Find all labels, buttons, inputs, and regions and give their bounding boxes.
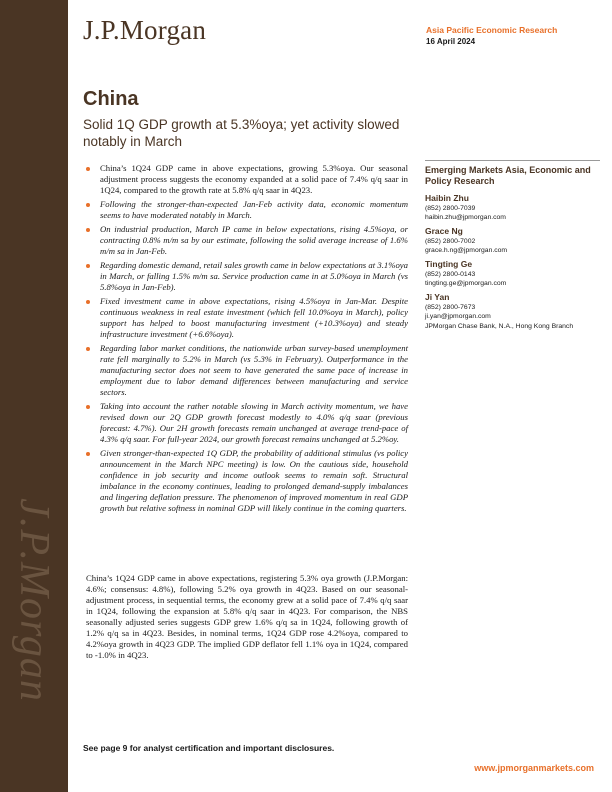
brand-watermark: J.P.Morgan <box>11 498 57 702</box>
key-points-list <box>86 163 408 517</box>
bullet-dot-icon <box>86 167 90 171</box>
analyst-phone: (852) 2800-7039 <box>425 205 476 212</box>
analyst-panel-divider <box>425 160 600 161</box>
analyst-card <box>425 292 600 321</box>
report-subtitle: Solid 1Q GDP growth at 5.3%oya; yet activity slowed notably in March <box>83 117 400 149</box>
key-point-text: Following the stronger-than-expected Jan-Feb activity data, economic momentum seems to have moderated notably in March. <box>100 199 408 220</box>
key-point-item <box>86 448 408 514</box>
analyst-email[interactable]: haibin.zhu@jpmorgan.com <box>425 214 506 221</box>
key-point-item <box>86 199 408 221</box>
analyst-phone: (852) 2800-7673 <box>425 304 476 311</box>
bullet-dot-icon <box>86 347 90 351</box>
analyst-phone: (852) 2800-7002 <box>425 238 476 245</box>
key-point-text: Given stronger-than-expected 1Q GDP, the probability of additional stimulus (vs policy announcement in the March NPC meeting) is low. On the cautious side, household confidence in job security and income outlook seems to remain soft. Structural imbalance in the economy continues, leading to prolonged demand-supply imbalances and lingering deflation pressure. The phenomenon of improved momentum in real GDP growth but relative softness in nominal GDP will likely continue in the coming quarters. <box>100 448 408 513</box>
analyst-name: Ji Yan <box>425 292 450 302</box>
brand-sidebar <box>0 0 68 792</box>
key-point-item <box>86 224 408 257</box>
analyst-name: Grace Ng <box>425 226 463 236</box>
analyst-phone: (852) 2800-0143 <box>425 271 476 278</box>
key-point-item <box>86 163 408 196</box>
key-point-text: On industrial production, March IP came in below expectations, rising 4.5%oya, or contracting 0.8% m/m sa by our estimate, following the solid average increase of 1.6% m/m sa in Jan-Feb. <box>100 224 408 256</box>
key-point-item <box>86 296 408 340</box>
analyst-name: Tingting Ge <box>425 259 473 269</box>
report-date: 16 April 2024 <box>426 37 476 46</box>
bullet-dot-icon <box>86 452 90 456</box>
body-paragraph: China’s 1Q24 GDP came in above expectations, registering 5.3% oya growth (J.P.Morgan: 4.6%; consensus: 4.8%), following 5.2% oya growth in 4Q23. Based on our seasonal-adjustment process, in sequential terms, the economy grew at a solid pace of 7.4% q/q saar in 1Q24, following the expansion at 5.8% q/q saar in 4Q23. For comparison, the NBS seasonally adjusted series suggests GDP grew 1.6% q/q sa in 1Q24, following growth of 1.2% q/q sa in 4Q23. Besides, in nominal terms, 1Q24 GDP rose 4.2%oya, compared to 4.2%oya growth in 4Q23 GDP. The implied GDP deflator fell 1.1% oya in 1Q24, compared to -1.0% in 4Q23. <box>86 573 408 660</box>
research-division: Asia Pacific Economic Research <box>426 25 558 35</box>
analyst-team-title: Emerging Markets Asia, Economic and Policy Research <box>425 165 591 186</box>
jpmorgan-logo: J.P.Morgan <box>83 15 207 45</box>
analyst-bank-entity: JPMorgan Chase Bank, N.A., Hong Kong Branch <box>425 323 574 330</box>
key-point-text: Taking into account the rather notable slowing in March activity momentum, we have revised down our 2Q GDP growth forecast modestly to 4.0% q/q saar (previous forecast: 4.7%). Our 2H growth forecasts remain unchanged at average trend-pace of 4.3% q/q saar. For full-year 2024, our growth forecast remains unchanged at 5.2%oy. <box>100 401 408 444</box>
analyst-name: Haibin Zhu <box>425 193 469 203</box>
report-header <box>426 25 557 46</box>
bullet-dot-icon <box>86 264 90 268</box>
analyst-panel <box>425 160 600 331</box>
analyst-card <box>425 226 600 255</box>
key-point-text: China’s 1Q24 GDP came in above expectations, growing 5.3%oya. Our seasonal adjustment process suggests the economy expanded at a solid pace of 7.4% q/q saar in 1Q24, compared to the growth rate at 5.8% q/q saar in 4Q23. <box>100 163 408 195</box>
analyst-card <box>425 259 600 288</box>
key-point-text: Fixed investment came in above expectations, rising 4.5%oya in Jan-Mar. Despite continuous weakness in real estate investment (which fell 10.0%oya in March), policy support has helped to boost manufacturing investment (+10.3%oya) and steady infrastructure investment (+6.6%oya). <box>100 296 408 339</box>
bullet-dot-icon <box>86 300 90 304</box>
bullet-dot-icon <box>86 405 90 409</box>
disclosure-note[interactable]: See page 9 for analyst certification and important disclosures. <box>83 743 335 753</box>
analyst-email[interactable]: tingting.ge@jpmorgan.com <box>425 280 507 287</box>
analyst-card <box>425 193 600 222</box>
key-point-item <box>86 401 408 445</box>
key-point-item <box>86 260 408 293</box>
report-title: China <box>83 88 139 110</box>
key-point-text: Regarding labor market conditions, the nationwide urban survey-based unemployment rate fell marginally to 5.2% in March (vs 5.3% in February). Outperformance in the manufacturing sector does not seem to have generated the same pace of increase in employment due to labor demand differences between manufacturing and service sectors. <box>100 343 408 397</box>
analyst-email[interactable]: grace.h.ng@jpmorgan.com <box>425 247 508 254</box>
analyst-email[interactable]: ji.yan@jpmorgan.com <box>425 313 491 320</box>
bullet-dot-icon <box>86 228 90 232</box>
footer-website-link[interactable]: www.jpmorganmarkets.com <box>474 763 594 773</box>
key-point-text: Regarding domestic demand, retail sales growth came in below expectations at 3.1%oya in March, or falling 1.5% m/m sa. Service production came in at 5.0%oya in March (vs 5.8%oya in Jan-Feb). <box>100 260 408 292</box>
bullet-dot-icon <box>86 203 90 207</box>
key-point-item <box>86 343 408 398</box>
